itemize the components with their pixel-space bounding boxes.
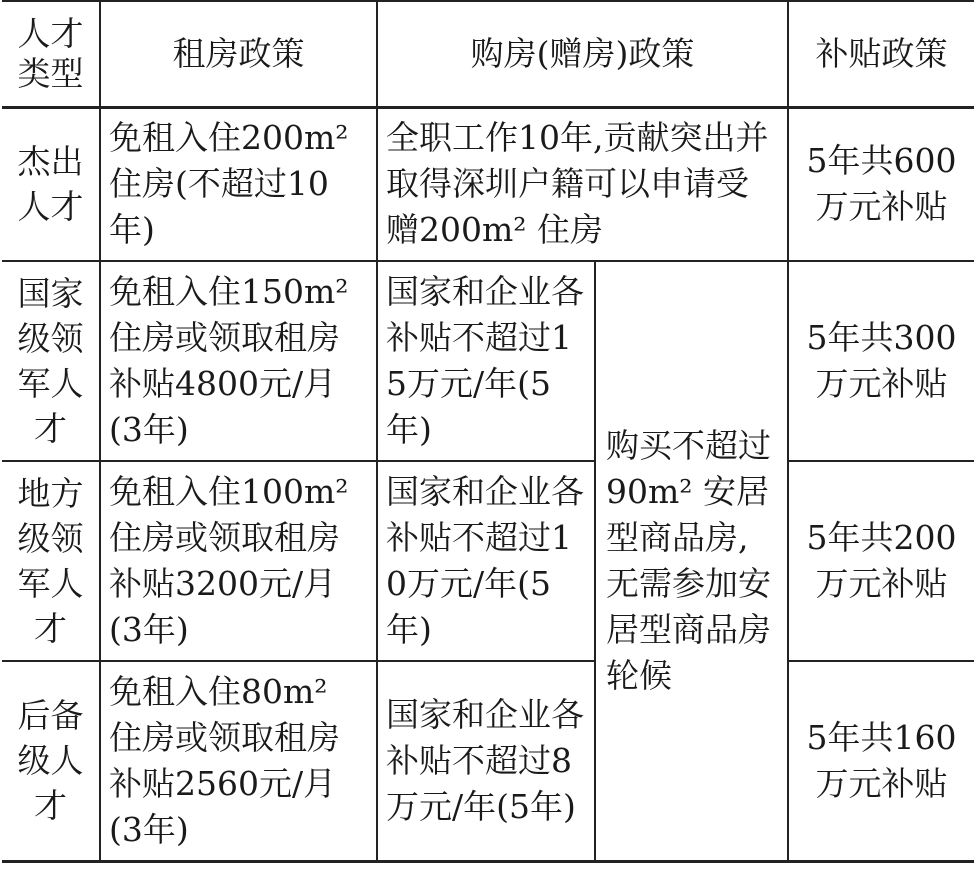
talent-type-cell: 后备级人才	[2, 661, 100, 861]
subsidy-cell: 5年共160万元补贴	[788, 661, 974, 861]
shared-buy-policy-cell: 购买不超过90m² 安居型商品房,无需参加安居型商品房轮候	[595, 261, 788, 861]
talent-policy-table	[2, 0, 974, 863]
talent-type-cell: 地方级领军人才	[2, 461, 100, 661]
table-row	[2, 461, 974, 661]
header-subsidy-policy: 补贴政策	[788, 1, 974, 107]
subsidy-cell: 5年共200万元补贴	[788, 461, 974, 661]
rent-policy-cell: 免租入住200m² 住房(不超过10年)	[100, 107, 377, 261]
header-row	[2, 1, 974, 107]
rent-policy-cell: 免租入住150m² 住房或领取租房补贴4800元/月(3年)	[100, 261, 377, 461]
buy-policy-cell: 国家和企业各补贴不超过8万元/年(5年)	[377, 661, 595, 861]
header-talent-type: 人才类型	[2, 1, 100, 107]
header-buy-policy: 购房(赠房)政策	[377, 1, 788, 107]
rent-policy-cell: 免租入住80m² 住房或领取租房补贴2560元/月(3年)	[100, 661, 377, 861]
subsidy-cell: 5年共300万元补贴	[788, 261, 974, 461]
buy-policy-cell: 全职工作10年,贡献突出并取得深圳户籍可以申请受赠200m² 住房	[377, 107, 788, 261]
buy-policy-cell: 国家和企业各补贴不超过10万元/年(5年)	[377, 461, 595, 661]
talent-type-cell: 国家级领军人才	[2, 261, 100, 461]
subsidy-cell: 5年共600万元补贴	[788, 107, 974, 261]
table-row	[2, 661, 974, 861]
table-row	[2, 261, 974, 461]
buy-policy-cell: 国家和企业各补贴不超过15万元/年(5年)	[377, 261, 595, 461]
talent-type-cell: 杰出人才	[2, 107, 100, 261]
table-row	[2, 107, 974, 261]
rent-policy-cell: 免租入住100m² 住房或领取租房补贴3200元/月(3年)	[100, 461, 377, 661]
header-rent-policy: 租房政策	[100, 1, 377, 107]
